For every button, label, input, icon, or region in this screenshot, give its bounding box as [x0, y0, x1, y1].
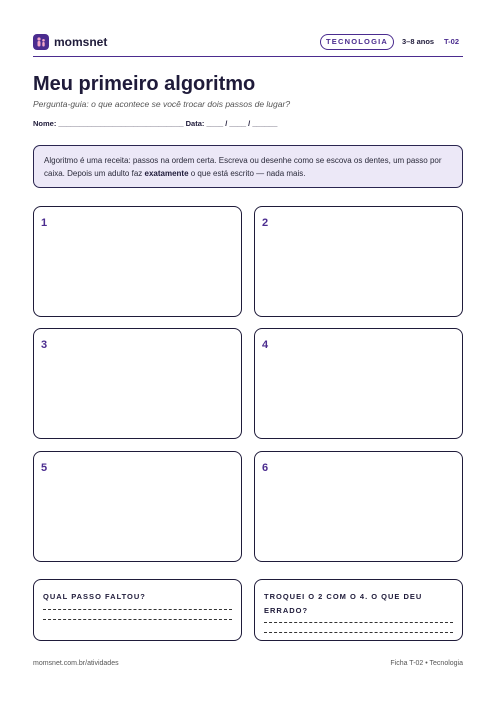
step-number: 6 — [262, 462, 269, 474]
answer-line — [264, 622, 453, 623]
guiding-question: Pergunta-guia: o que acontece se você trocar dois passos de lugar? — [33, 99, 291, 109]
instructions-text-start: Algoritmo é uma receita: passos na ordem certa. Escreva ou desenhe como se escova os dentes, um passo por caixa. Depois um adulto faz — [44, 156, 442, 178]
step-number: 1 — [41, 217, 48, 229]
question-box-missing-step[interactable] — [33, 579, 242, 641]
instructions-text-end: o que está escrito — nada mais. — [188, 169, 306, 178]
brand-logo-icon — [33, 34, 49, 50]
brand-name: momsnet — [54, 35, 108, 49]
page-title: Meu primeiro algoritmo — [33, 73, 256, 95]
footer-url: momsnet.com.br/atividades — [33, 660, 119, 667]
question-label: TROQUEI O 2 COM O 4. O QUE DEU ERRADO? — [264, 592, 423, 615]
answer-line — [43, 619, 232, 620]
step-box-1[interactable] — [33, 206, 242, 317]
answer-line — [43, 609, 232, 610]
question-label: QUAL PASSO FALTOU? — [43, 592, 146, 601]
step-box-4[interactable] — [254, 328, 463, 439]
step-box-6[interactable] — [254, 451, 463, 562]
step-number: 4 — [262, 339, 269, 351]
answer-line — [264, 632, 453, 633]
header-divider — [33, 56, 463, 57]
step-number: 3 — [41, 339, 48, 351]
step-box-3[interactable] — [33, 328, 242, 439]
step-box-5[interactable] — [33, 451, 242, 562]
instructions-box — [33, 145, 463, 188]
age-range: 3–8 anos — [402, 37, 435, 46]
step-number: 5 — [41, 462, 48, 474]
footer-sheet-info: Ficha T-02 • Tecnologia — [390, 660, 463, 667]
step-number: 2 — [262, 217, 269, 229]
name-date-field: Nome: ______________________________ Data: ____ / ____ / ______ — [33, 119, 278, 128]
worksheet-code: T-02 — [444, 37, 460, 46]
question-box-swapped-steps[interactable] — [254, 579, 463, 641]
step-box-2[interactable] — [254, 206, 463, 317]
instructions-emphasis: exatamente — [144, 169, 189, 178]
subject-tag: TECNOLOGIA — [320, 34, 394, 50]
